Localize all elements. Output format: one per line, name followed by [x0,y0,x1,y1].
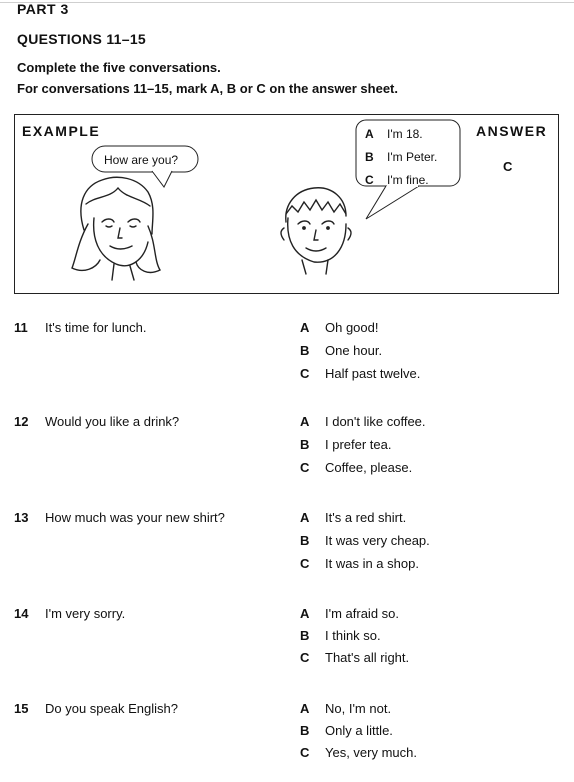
question-13-option-c [300,556,419,571]
question-13-option-b [300,533,430,548]
question-text-14: I'm very sorry. [45,606,126,621]
question-14-option-b [300,628,381,643]
answer-label: ANSWER [476,123,548,139]
option-letter: A [300,320,310,335]
instruction-line-2: For conversations 11–15, mark A, B or C on the answer sheet. [17,81,398,96]
part-title: PART 3 [17,1,69,17]
question-number-13: 13 [14,510,29,525]
example-speech: How are you? [104,153,179,167]
option-letter: C [365,173,374,187]
option-letter: B [365,150,374,164]
question-15-option-b [300,723,393,738]
question-15-option-a [300,701,391,716]
option-text: I'm 18. [387,127,423,141]
question-12-option-c [300,460,412,475]
example-option-c [365,173,429,187]
option-text: I'm Peter. [387,150,438,164]
example-label: EXAMPLE [22,123,101,139]
question-14-option-c [300,650,409,665]
option-text: That's all right. [325,650,410,665]
option-text: I prefer tea. [325,437,392,452]
option-letter: A [300,414,310,429]
option-letter: A [300,510,310,525]
question-number-15: 15 [14,701,29,716]
option-letter: A [300,701,310,716]
option-letter: B [300,437,310,452]
instruction-line-1: Complete the five conversations. [17,60,221,75]
question-number-14: 14 [14,606,29,621]
option-letter: B [300,628,310,643]
option-letter: A [300,606,310,621]
question-number-11: 11 [14,320,28,335]
question-11-option-c [300,366,420,381]
option-letter: C [300,556,310,571]
question-11-option-a [300,320,379,335]
question-11-option-b [300,343,382,358]
option-text: One hour. [325,343,383,358]
answer-value: C [503,159,513,174]
question-13-option-a [300,510,406,525]
example-illustration [14,114,559,294]
option-text: Only a little. [325,723,393,738]
option-text: I think so. [325,628,381,643]
option-text: No, I'm not. [325,701,392,716]
option-letter: B [300,533,310,548]
question-12-option-a [300,414,426,429]
question-text-15: Do you speak English? [45,701,178,716]
option-text: Oh good! [325,320,379,335]
questions-title: QUESTIONS 11–15 [17,31,147,47]
question-14-option-a [300,606,399,621]
option-text: I don't like coffee. [325,414,426,429]
question-number-12: 12 [14,414,29,429]
girl-face-icon [72,177,160,280]
option-letter: C [300,460,310,475]
top-rule [0,2,574,3]
option-text: It's a red shirt. [325,510,407,525]
option-letter: C [300,366,310,381]
option-text: It was very cheap. [325,533,430,548]
option-letter: C [300,745,310,760]
option-letter: B [300,343,310,358]
option-text: Half past twelve. [325,366,421,381]
question-text-12: Would you like a drink? [45,414,180,429]
option-letter: C [300,650,310,665]
option-text: I'm afraid so. [325,606,400,621]
option-letter: A [365,127,374,141]
question-12-option-b [300,437,391,452]
boy-face-icon [281,188,351,274]
question-text-13: How much was your new shirt? [45,510,225,525]
option-text: Coffee, please. [325,460,413,475]
option-text: It was in a shop. [325,556,419,571]
option-text: I'm fine. [387,173,429,187]
example-option-b [365,150,437,164]
option-text: Yes, very much. [325,745,418,760]
question-15-option-c [300,745,417,760]
option-letter: B [300,723,310,738]
question-text-11: It's time for lunch. [45,320,147,335]
example-option-a [365,127,423,141]
